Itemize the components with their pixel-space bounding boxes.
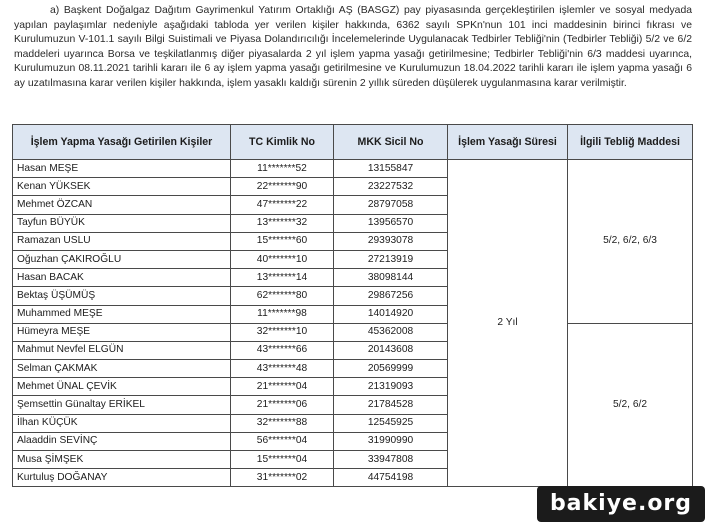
cell-tc-no: 32*******10 <box>231 323 334 341</box>
table-row <box>13 160 693 178</box>
cell-person-name: Tayfun BÜYÜK <box>13 214 231 232</box>
cell-person-name: Mahmut Nevfel ELGÜN <box>13 341 231 359</box>
cell-tc-no: 22*******90 <box>231 178 334 196</box>
cell-tc-no: 32*******88 <box>231 414 334 432</box>
cell-mkk-no: 29393078 <box>334 232 448 250</box>
cell-tc-no: 43*******66 <box>231 341 334 359</box>
header-ban-duration: İşlem Yasağı Süresi <box>448 125 568 160</box>
cell-person-name: Oğuzhan ÇAKIROĞLU <box>13 250 231 268</box>
table-header-row <box>13 125 693 160</box>
cell-person-name: Selman ÇAKMAK <box>13 360 231 378</box>
cell-person-name: İlhan KÜÇÜK <box>13 414 231 432</box>
cell-mkk-no: 44754198 <box>334 469 448 487</box>
cell-article-group: 5/2, 6/2, 6/3 <box>568 160 693 324</box>
cell-person-name: Kenan YÜKSEK <box>13 178 231 196</box>
cell-person-name: Mehmet ÖZCAN <box>13 196 231 214</box>
cell-mkk-no: 20143608 <box>334 341 448 359</box>
cell-tc-no: 56*******04 <box>231 432 334 450</box>
cell-mkk-no: 38098144 <box>334 269 448 287</box>
cell-mkk-no: 27213919 <box>334 250 448 268</box>
cell-tc-no: 21*******06 <box>231 396 334 414</box>
cell-mkk-no: 29867256 <box>334 287 448 305</box>
cell-mkk-no: 31990990 <box>334 432 448 450</box>
header-mkk-no: MKK Sicil No <box>334 125 448 160</box>
cell-tc-no: 47*******22 <box>231 196 334 214</box>
cell-person-name: Musa ŞİMŞEK <box>13 451 231 469</box>
cell-tc-no: 15*******60 <box>231 232 334 250</box>
decision-paragraph <box>14 4 692 92</box>
paragraph-marker: a) <box>50 5 60 16</box>
cell-person-name: Ramazan USLU <box>13 232 231 250</box>
cell-person-name: Hümeyra MEŞE <box>13 323 231 341</box>
cell-mkk-no: 13155847 <box>334 160 448 178</box>
cell-tc-no: 13*******32 <box>231 214 334 232</box>
cell-person-name: Hasan BACAK <box>13 269 231 287</box>
cell-mkk-no: 13956570 <box>334 214 448 232</box>
banned-persons-table <box>12 124 693 487</box>
cell-mkk-no: 21784528 <box>334 396 448 414</box>
cell-mkk-no: 12545925 <box>334 414 448 432</box>
cell-mkk-no: 33947808 <box>334 451 448 469</box>
cell-tc-no: 40*******10 <box>231 250 334 268</box>
paragraph-text: Başkent Doğalgaz Dağıtım Gayrimenkul Yatırım Ortaklığı AŞ (BASGZ) pay piyasasında gerçekleştirilen işlemler ve sosyal medyada yapılan paylaşımlar nedeniyle aşağıdaki tabloda yer verilen kişiler hakkında, 6362 sayılı SPKn'nun 101 inci maddesinin birinci fıkrası ve Kurulumuzun V-101.1 sayılı Bilgi Suistimali ve Piyasa Dolandırıcılığı İncelemelerinde Uygulanacak Tedbirler Tebliği'nin (Tedbirler Tebliği) 5/2 ve 6/2 maddeleri uyarınca Borsa ve teşkilatlanmış diğer piyasalarda 2 yıl işlem yapma yasağı getirilmesine; Tedbirler Tebliği'nin 6/3 maddesi uyarınca, Kurulumuzun 08.11.2021 tarihli kararı ile 6 ay işlem yapma yasağı getirilmesine ve Kurulumuzun 18.04.2022 tarihli kararı ile işlem yapma yasağı 6 ay uzatılmasına karar verilen kişiler hakkında, işlem yasaklı kaldığı sürenin 2 yıllık süreden düşülerek uygulanmasına karar verilmiştir. <box>14 5 693 89</box>
cell-mkk-no: 23227532 <box>334 178 448 196</box>
cell-mkk-no: 14014920 <box>334 305 448 323</box>
cell-tc-no: 13*******14 <box>231 269 334 287</box>
header-article: İlgili Tebliğ Maddesi <box>568 125 693 160</box>
cell-mkk-no: 45362008 <box>334 323 448 341</box>
cell-person-name: Şemsettin Günaltay ERİKEL <box>13 396 231 414</box>
cell-article-group: 5/2, 6/2 <box>568 323 693 487</box>
cell-tc-no: 62*******80 <box>231 287 334 305</box>
cell-person-name: Kurtuluş DOĞANAY <box>13 469 231 487</box>
table-body <box>13 160 693 487</box>
cell-person-name: Bektaş ÜŞÜMÜŞ <box>13 287 231 305</box>
cell-ban-duration: 2 Yıl <box>448 160 568 487</box>
cell-person-name: Mehmet ÜNAL ÇEVİK <box>13 378 231 396</box>
cell-mkk-no: 20569999 <box>334 360 448 378</box>
header-tc-no: TC Kimlik No <box>231 125 334 160</box>
cell-tc-no: 11*******52 <box>231 160 334 178</box>
cell-tc-no: 43*******48 <box>231 360 334 378</box>
cell-tc-no: 31*******02 <box>231 469 334 487</box>
table-row <box>13 323 693 341</box>
cell-tc-no: 21*******04 <box>231 378 334 396</box>
cell-mkk-no: 21319093 <box>334 378 448 396</box>
cell-mkk-no: 28797058 <box>334 196 448 214</box>
cell-person-name: Alaaddin SEVİNÇ <box>13 432 231 450</box>
cell-tc-no: 11*******98 <box>231 305 334 323</box>
cell-person-name: Muhammed MEŞE <box>13 305 231 323</box>
header-persons: İşlem Yapma Yasağı Getirilen Kişiler <box>13 125 231 160</box>
watermark-logo: bakiye.org <box>537 486 705 522</box>
cell-tc-no: 15*******04 <box>231 451 334 469</box>
cell-person-name: Hasan MEŞE <box>13 160 231 178</box>
